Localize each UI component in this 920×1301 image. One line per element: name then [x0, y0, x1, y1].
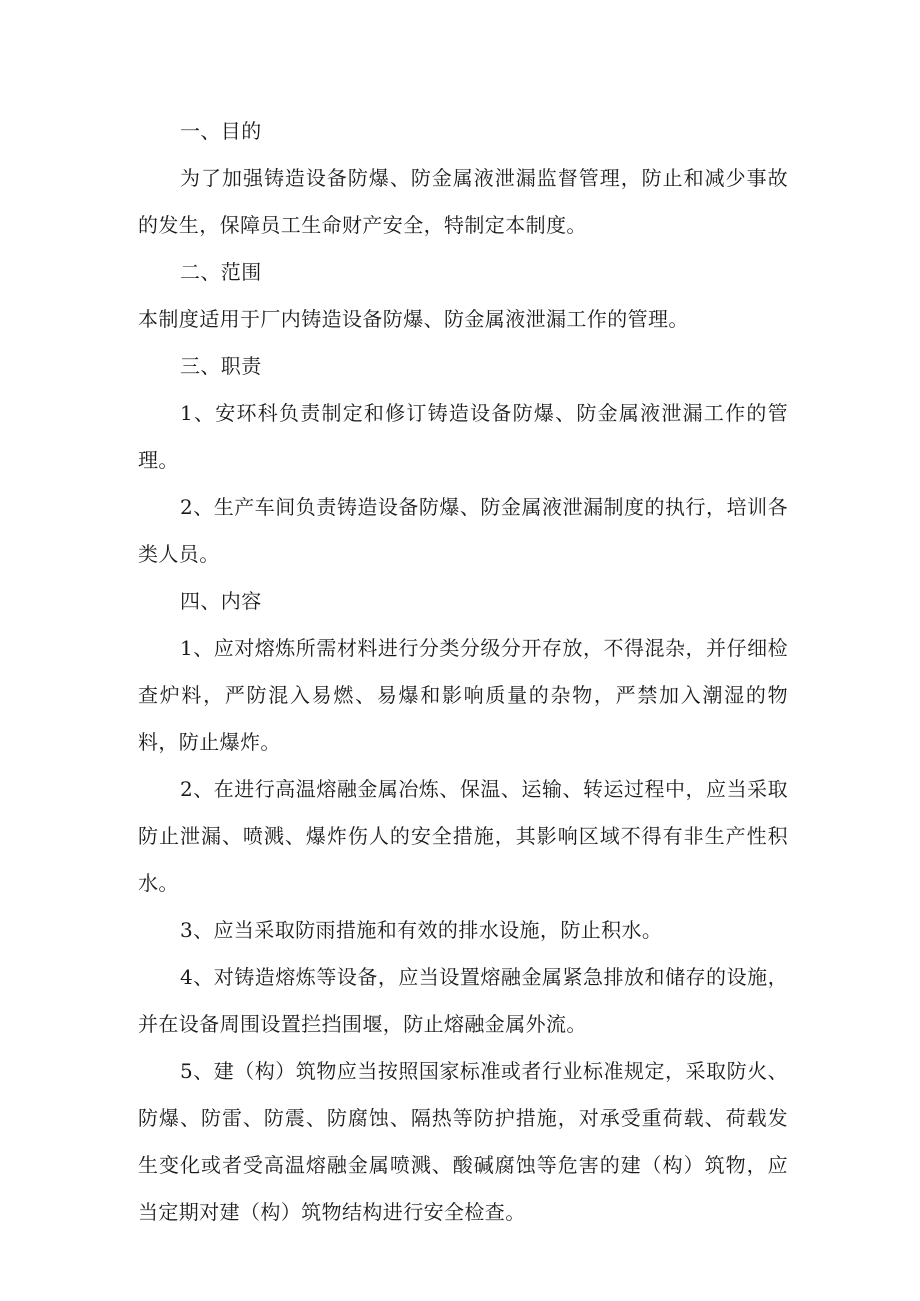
- paragraph-content-5: 5、建（构）筑物应当按照国家标准或者行业标准规定，采取防火、防爆、防雷、防震、防腐蚀、隔热等防护措施，对承受重荷载、荷载发生变化或者受高温熔融金属喷溅、酸碱腐蚀等危害的建（构）筑物，应当定期对建（构）筑物结构进行安全检查。: [138, 1059, 788, 1224]
- paragraph-scope: 本制度适用于厂内铸造设备防爆、防金属液泄漏工作的管理。: [138, 307, 689, 331]
- document-body: [138, 108, 788, 1236]
- paragraph-content-2: 2、在进行高温熔融金属冶炼、保温、运输、转运过程中，应当采取防止泄漏、喷溅、爆炸伤人的安全措施，其影响区域不得有非生产性积水。: [138, 777, 788, 895]
- paragraph-responsibility-1: 1、安环科负责制定和修订铸造设备防爆、防金属液泄漏工作的管理。: [138, 401, 788, 472]
- section-heading-purpose: 一、目的: [180, 119, 262, 143]
- paragraph-content-3: 3、应当采取防雨措施和有效的排水设施，防止积水。: [180, 918, 663, 942]
- section-heading-content: 四、内容: [180, 589, 262, 613]
- paragraph-content-1: 1、应对熔炼所需材料进行分类分级分开存放，不得混杂，并仔细检查炉料，严防混入易燃、易爆和影响质量的杂物，严禁加入潮湿的物料，防止爆炸。: [138, 636, 788, 754]
- section-heading-scope: 二、范围: [180, 260, 262, 284]
- paragraph-responsibility-2: 2、生产车间负责铸造设备防爆、防金属液泄漏制度的执行，培训各类人员。: [138, 495, 788, 566]
- section-heading-responsibilities: 三、职责: [180, 354, 262, 378]
- paragraph-purpose: 为了加强铸造设备防爆、防金属液泄漏监督管理，防止和减少事故的发生，保障员工生命财产安全，特制定本制度。: [138, 166, 788, 237]
- paragraph-content-4: 4、对铸造熔炼等设备，应当设置熔融金属紧急排放和储存的设施，并在设备周围设置拦挡围堰，防止熔融金属外流。: [138, 965, 788, 1036]
